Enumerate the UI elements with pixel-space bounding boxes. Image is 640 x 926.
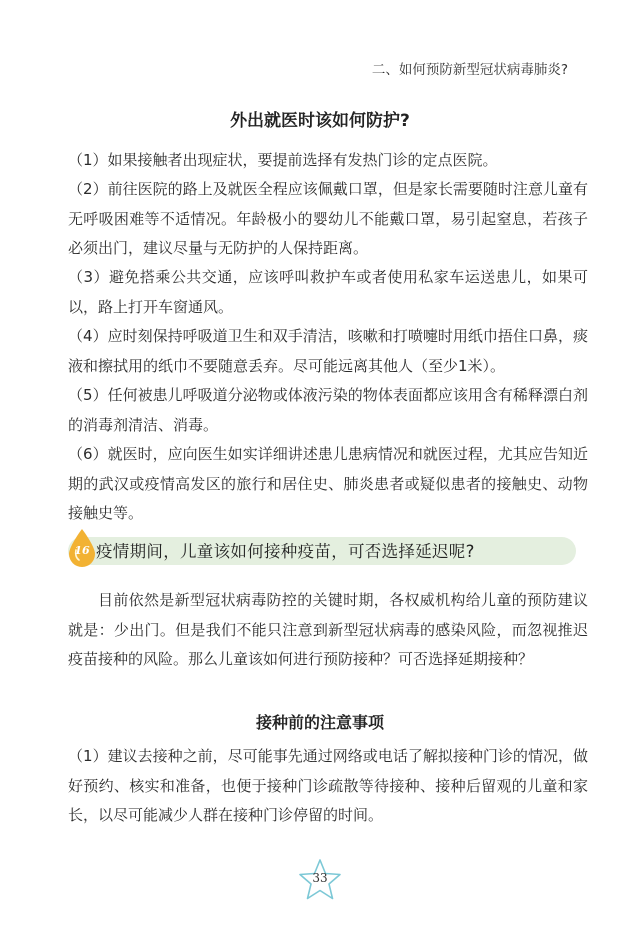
list-item: （2）前往医院的路上及就医全程应该佩戴口罩，但是家长需要随时注意儿童有无呼吸困难等不适情况。年龄极小的婴幼儿不能戴口罩，易引起窒息，若孩子必须出门，建议尽量与无防护的人保持距离。 [68, 180, 588, 257]
subsection-title: 接种前的注意事项 [255, 713, 384, 732]
list-item: （4）应时刻保持呼吸道卫生和双手清洁，咳嗽和打喷嚏时用纸巾捂住口鼻，痰液和擦拭用的纸巾不要随意丢弃。尽可能远离其他人（至少1米）。 [68, 327, 588, 375]
intro-paragraph: 目前依然是新型冠状病毒防控的关键时期，各权威机构给儿童的预防建议就是：少出门。但是我们不能只注意到新型冠状病毒的感染风险，而忽视推迟疫苗接种的风险。那么儿童该如何进行预防接种？可否选择延期接种？ [68, 591, 588, 668]
list-item: （1）如果接触者出现症状，要提前选择有发热门诊的定点医院。 [68, 151, 498, 169]
list-item: （6）就医时，应向医生如实详细讲述患儿患病情况和就医过程，尤其应告知近期的武汉或疫情高发区的旅行和居住史、肺炎患者或疑似患者的接触史、动物接触史等。 [68, 445, 588, 522]
section-title: 外出就医时该如何防护? [230, 111, 410, 131]
running-header: 二、如何预防新型冠状病毒肺炎? [371, 62, 568, 78]
question-number: 16 [74, 544, 90, 557]
list-item: （5）任何被患儿呼吸道分泌物或体液污染的物体表面都应该用含有稀释漂白剂的消毒剂清洁、消毒。 [68, 386, 588, 434]
question-number-badge [66, 528, 98, 568]
page-number: 33 [312, 871, 328, 885]
list-item: （3）避免搭乘公共交通，应该呼叫救护车或者使用私家车运送患儿，如果可以，路上打开车窗通风。 [68, 268, 588, 316]
list-item: （1）建议去接种之前，尽可能事先通过网络或电话了解拟接种门诊的情况，做好预约、核实和准备，也便于接种门诊疏散等待接种、接种后留观的儿童和家长，以尽可能减少人群在接种门诊停留的时间。 [68, 747, 588, 824]
question-title: 疫情期间，儿童该如何接种疫苗，可否选择延迟呢? [96, 542, 475, 561]
